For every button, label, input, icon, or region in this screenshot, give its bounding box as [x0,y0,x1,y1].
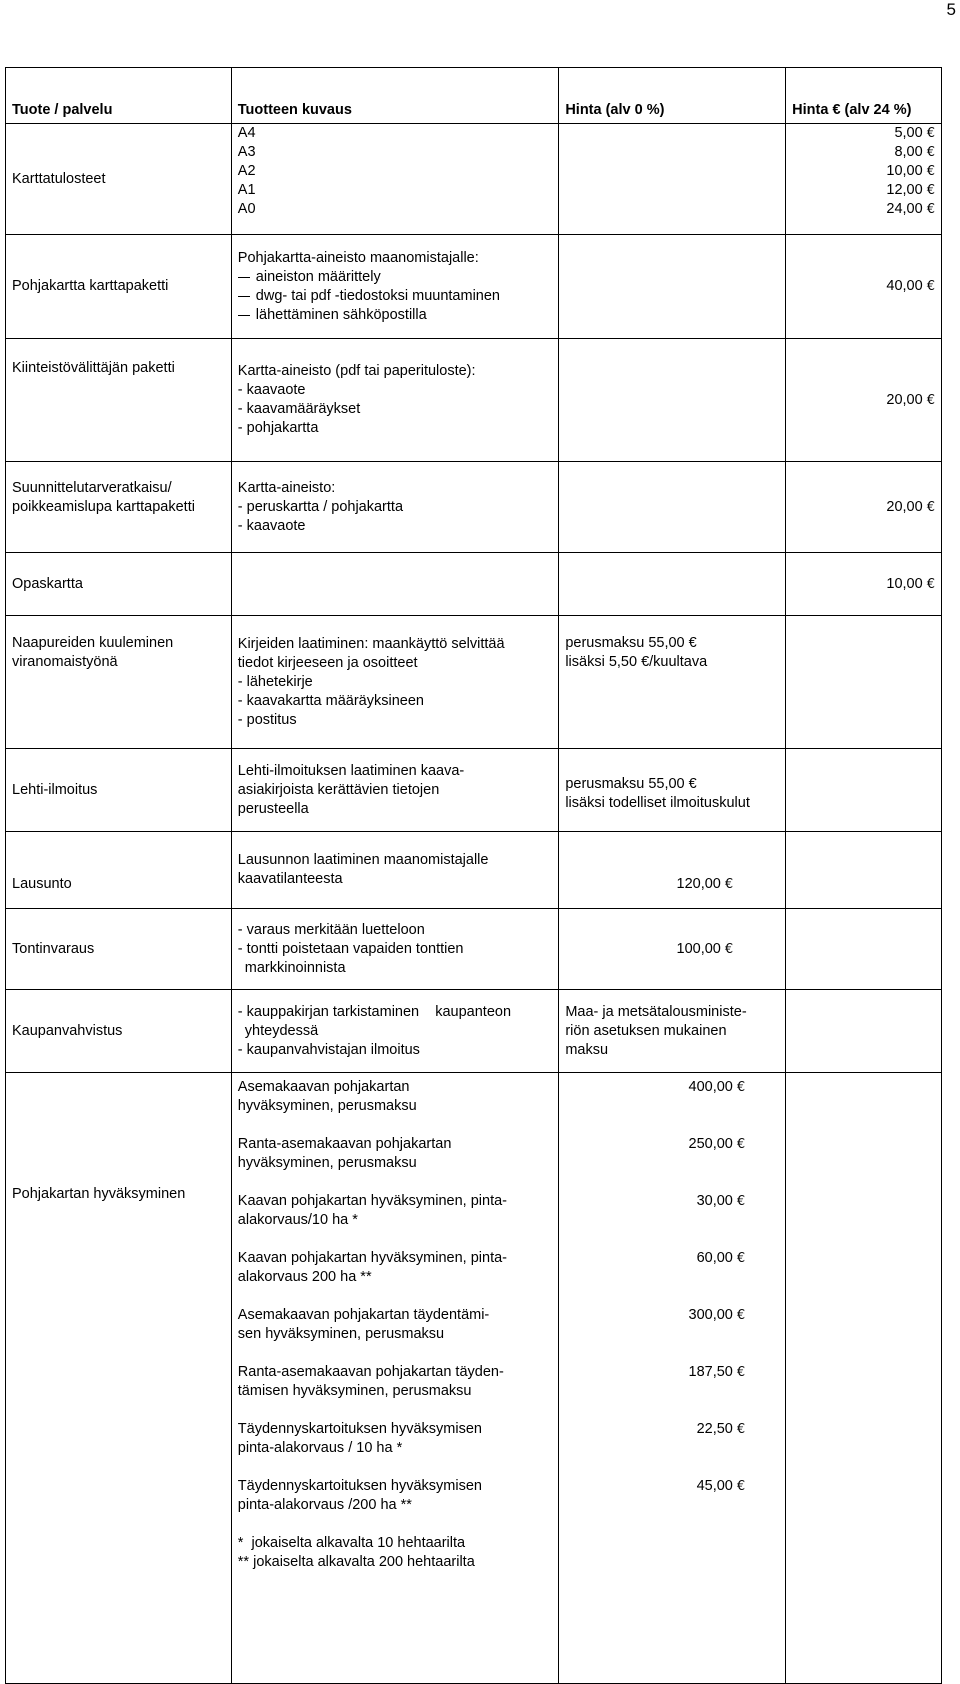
approval-price [565,1477,745,1515]
table-row [6,339,942,462]
price-value: 120,00 [676,876,721,892]
table-row [6,749,942,832]
euro-icon: € [926,279,935,294]
price-value: 8,00 [894,144,923,160]
euro-icon: € [736,1080,746,1095]
bullet-item [238,306,553,325]
price-vat0 [559,235,786,339]
euro-icon: € [724,941,734,957]
price-vat0 [559,616,786,749]
description-line: Täydennyskartoituksen hyväksymisen [237,1421,482,1437]
approval-item [238,1078,553,1116]
header-description: Tuotteen kuvaus [231,68,559,124]
description-line: markkinoinnista [244,959,346,976]
price-vat24 [786,990,942,1073]
table-row [6,990,942,1073]
header-row [6,68,942,124]
euro-icon: € [736,1194,746,1209]
approval-item [238,1135,553,1173]
euro-icon: € [926,499,935,515]
description-line: - tontti poistetaan vapaiden tonttien [237,940,464,957]
product-name: Lausunto [6,832,232,909]
description-line: alakorvaus/10 ha * [237,1212,358,1228]
price-value: 5,00 [894,125,923,141]
description-line: Kartta-aineisto: [237,479,336,496]
size-label: A2 [237,163,256,179]
price-line: riön asetuksen mukainen [565,1022,727,1039]
dash-icon [238,315,250,316]
size-label: A3 [237,144,256,160]
product-description [231,909,559,990]
description-line: - kaavamääräykset [237,401,361,417]
euro-icon: € [926,126,935,141]
bullet-text: aineiston määrittely [255,268,381,285]
description-line: - postitus [237,711,297,728]
description-line: Lausunnon laatiminen maanomistajalle [237,852,489,868]
price-value: 187,50 [688,1364,733,1380]
size-label: A0 [237,201,256,217]
description-line: - kaupanvahvistajan ilmoitus [237,1041,420,1058]
product-name [6,1073,232,1684]
euro-icon: € [926,202,935,217]
price-value: 300,00 [688,1307,733,1323]
description-line: - kaavaote [237,382,306,398]
header-price-vat0: Hinta (alv 0 %) [559,68,786,124]
price-vat24 [786,235,942,339]
description-line: Asemakaavan pohjakartan täydentämi- [237,1307,490,1323]
table-row [6,832,942,909]
table-row [6,462,942,553]
approval-item [238,1363,553,1401]
price-value: 20,00 [886,498,923,515]
product-name-line: Suunnittelutarveratkaisu/ [12,480,172,496]
approval-price [565,1135,745,1173]
description-line: pinta-alakorvaus /200 ha ** [237,1497,412,1513]
price-value: 22,50 [696,1421,733,1437]
size-label: A1 [237,182,256,198]
dash-icon [238,277,250,278]
euro-icon: € [724,877,734,892]
euro-icon: € [736,1251,746,1266]
price-line: perusmaksu 55,00 € [565,635,697,651]
price-vat24 [786,616,942,749]
price-line: Maa- ja metsätalousministe- [565,1003,747,1020]
euro-icon: € [926,392,935,408]
approval-price [565,1078,745,1116]
price-line: lisäksi 5,50 €/kuultava [565,654,708,670]
product-name-text: Pohjakartan hyväksyminen [12,1186,186,1202]
price-vat0 [559,909,786,990]
price-value: 10,00 [886,575,923,592]
price-vat0 [559,553,786,616]
header-price-vat24: Hinta € (alv 24 %) [786,68,942,124]
price-vat0 [559,990,786,1073]
description-line: yhteydessä [244,1022,319,1039]
description-line: asiakirjoista kerättävien tietojen [237,781,440,798]
euro-icon: € [926,164,935,179]
price-value: 400,00 [688,1079,733,1095]
approval-price [565,1249,745,1287]
product-description [231,235,559,339]
product-name: Kaupanvahvistus [6,990,232,1073]
price-vat0 [559,749,786,832]
description-line: Kaavan pohjakartan hyväksyminen, pinta- [237,1193,507,1209]
price-vat24 [786,462,942,553]
approval-price [565,1306,745,1344]
footnotes [238,1534,553,1572]
euro-icon: € [926,145,935,160]
price-value: 60,00 [696,1250,733,1266]
price-line: perusmaksu 55,00 € [565,776,697,792]
approval-item [238,1249,553,1287]
table-row [6,1073,942,1684]
dash-icon [238,296,250,297]
table-row [6,616,942,749]
price-table [5,67,942,1684]
price-value: 12,00 [886,182,923,198]
table-row [6,909,942,990]
description-line: hyväksyminen, perusmaksu [237,1155,417,1171]
euro-icon: € [736,1365,746,1380]
description-line: Ranta-asemakaavan pohjakartan täyden- [237,1364,504,1380]
price-vat24 [786,124,942,235]
product-name: Lehti-ilmoitus [6,749,232,832]
price-value: 45,00 [696,1478,733,1494]
price-vat0 [559,124,786,235]
header-product: Tuote / palvelu [6,68,232,124]
size-label: A4 [237,125,256,141]
price-vat0 [559,832,786,909]
footnote: ** jokaiselta alkavalta 200 hehtaarilta [237,1554,475,1570]
price-vat24 [786,749,942,832]
euro-icon: € [736,1479,746,1494]
product-name: Karttatulosteet [6,124,232,235]
approval-item [238,1192,553,1230]
product-name: Kiinteistövälittäjän paketti [6,339,232,462]
price-vat24 [786,832,942,909]
euro-icon: € [736,1422,746,1437]
product-name: Tontinvaraus [6,909,232,990]
product-description [231,990,559,1073]
product-name [6,616,232,749]
product-description [231,749,559,832]
price-value: 250,00 [688,1136,733,1152]
price-line: lisäksi todelliset ilmoituskulut [565,795,750,811]
description-line: - kaavakartta määräyksineen [237,692,424,709]
product-description [231,553,559,616]
product-description [231,616,559,749]
product-name-line: viranomaistyönä [12,654,118,670]
euro-icon: € [736,1137,746,1152]
price-value: 10,00 [886,163,923,179]
euro-icon: € [926,576,935,592]
approval-item [238,1420,553,1458]
description-line: pinta-alakorvaus / 10 ha * [237,1440,403,1456]
price-vat24 [786,909,942,990]
description-line: Kirjeiden laatiminen: maankäyttö selvittää [237,635,505,652]
description-line: - kauppakirjan tarkistaminen kaupanteon [237,1003,512,1020]
description-line: Lehti-ilmoituksen laatiminen kaava- [237,762,465,779]
euro-icon: € [926,183,935,198]
description-line: hyväksyminen, perusmaksu [237,1098,417,1114]
description-line: Kaavan pohjakartan hyväksyminen, pinta- [237,1250,507,1266]
table-row [6,235,942,339]
description-line: - pohjakartta [237,420,319,436]
price-vat0 [559,1073,786,1684]
product-name: Pohjakartta karttapaketti [6,235,232,339]
description-line: Pohjakartta-aineisto maanomistajalle: [237,249,479,266]
description-line: kaavatilanteesta [237,871,343,887]
bullet-text: dwg- tai pdf -tiedostoksi muuntaminen [255,287,500,304]
euro-icon: € [736,1308,746,1323]
approval-price [565,1192,745,1230]
price-value: 20,00 [886,391,923,408]
description-line: sen hyväksyminen, perusmaksu [237,1326,445,1342]
product-name [6,462,232,553]
product-description [231,462,559,553]
description-line: - peruskartta / pohjakartta [237,498,404,515]
product-description [231,1073,559,1684]
table-row [6,553,942,616]
description-line: alakorvaus 200 ha ** [237,1269,372,1285]
price-vat24 [786,553,942,616]
price-vat24 [786,339,942,462]
footnote: * jokaiselta alkavalta 10 hehtaarilta [237,1535,466,1551]
bullet-item [238,287,553,306]
description-line: tiedot kirjeeseen ja osoitteet [237,654,418,671]
description-line: perusteella [237,800,309,817]
approval-item [238,1477,553,1515]
approval-item [238,1306,553,1344]
description-line: Ranta-asemakaavan pohjakartan [237,1136,452,1152]
approval-price [565,1363,745,1401]
description-line: Kartta-aineisto (pdf tai paperituloste): [237,363,476,379]
approval-price [565,1420,745,1458]
description-line: Täydennyskartoituksen hyväksymisen [237,1478,482,1494]
table-row [6,124,942,235]
description-line: - lähetekirje [237,673,313,690]
product-name-line: Naapureiden kuuleminen [12,635,174,651]
price-value: 40,00 [886,278,923,294]
description-line: - varaus merkitään luetteloon [237,921,425,938]
product-name-line: poikkeamislupa karttapaketti [12,499,195,515]
product-description [231,832,559,909]
description-line: - kaavaote [237,517,306,534]
bullet-item [238,268,553,287]
product-description [231,124,559,235]
bullet-text: lähettäminen sähköpostilla [255,306,427,323]
price-value: 24,00 [886,201,923,217]
price-value: 100,00 [676,940,721,957]
description-line: Asemakaavan pohjakartan [237,1079,410,1095]
product-description [231,339,559,462]
price-vat0 [559,339,786,462]
price-vat24 [786,1073,942,1684]
price-value: 30,00 [696,1193,733,1209]
price-vat0 [559,462,786,553]
product-name: Opaskartta [6,553,232,616]
description-line: tämisen hyväksyminen, perusmaksu [237,1383,472,1399]
page-number: 5 [946,0,956,19]
price-line: maksu [565,1041,609,1058]
